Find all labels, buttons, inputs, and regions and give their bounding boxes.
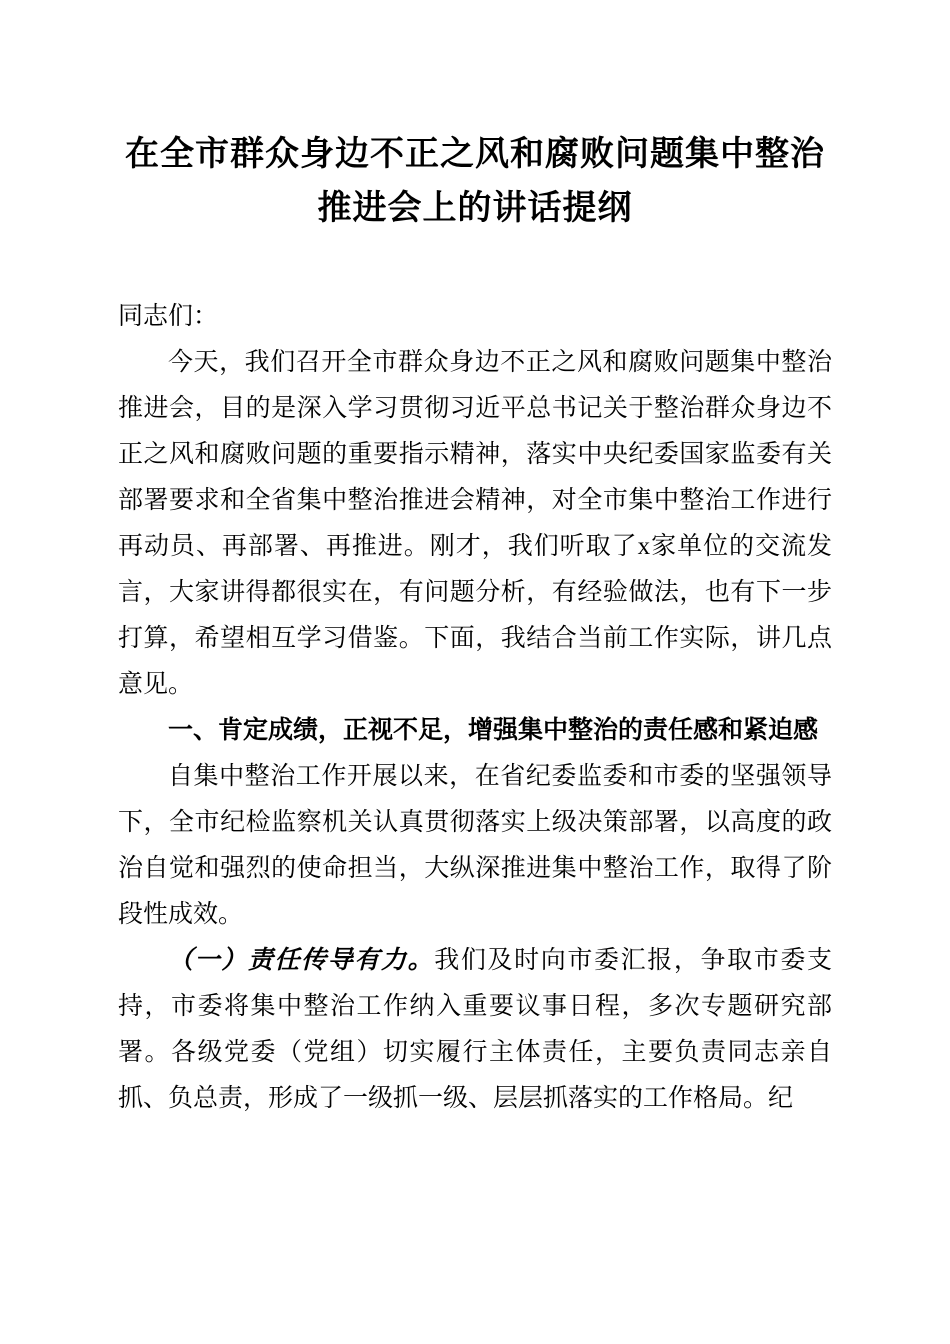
heading-section-one: 一、肯定成绩，正视不足，增强集中整治的责任感和紧迫感 [168,717,819,744]
item-1-body: 我们及时向市委汇报，争取市委支持，市委将集中整治工作纳入重要议事日程，多次专题研究部署。各级党委（党组）切实履行主体责任，主要负责同志亲自抓、负总责，形成了一级抓一级、层层抓落实的工作格局。纪 [118,947,832,1112]
paragraph-achievements: 自集中整治工作开展以来，在省纪委监委和市委的坚强领导下，全市纪检监察机关认真贯彻落实上级决策部署，以高度的政治自觉和强烈的使命担当，大纵深推进集中整治工作，取得了阶段性成效。 [118,763,832,928]
title-line-1: 在全市群众身边不正之风和腐败问题集中整治 [125,136,825,173]
paragraph-opening: 今天，我们召开全市群众身边不正之风和腐败问题集中整治推进会，目的是深入学习贯彻习近平总书记关于整治群众身边不正之风和腐败问题的重要指示精神，落实中央纪委国家监委有关部署要求和全省集中整治推进会精神，对全市集中整治工作进行再动员、再部署、再推进。刚才，我们听取了x家单位的交流发言，大家讲得都很实在，有问题分析，有经验做法，也有下一步打算，希望相互学习借鉴。下面，我结合当前工作实际，讲几点意见。 [118,349,832,698]
paragraph-item-1 [118,938,832,1122]
salutation: 同志们： [118,303,219,330]
document-body [118,294,832,1122]
item-1-lead: （一）责任传导有力。 [168,947,435,974]
document-title [118,128,832,236]
title-line-2: 推进会上的讲话提纲 [317,190,633,227]
